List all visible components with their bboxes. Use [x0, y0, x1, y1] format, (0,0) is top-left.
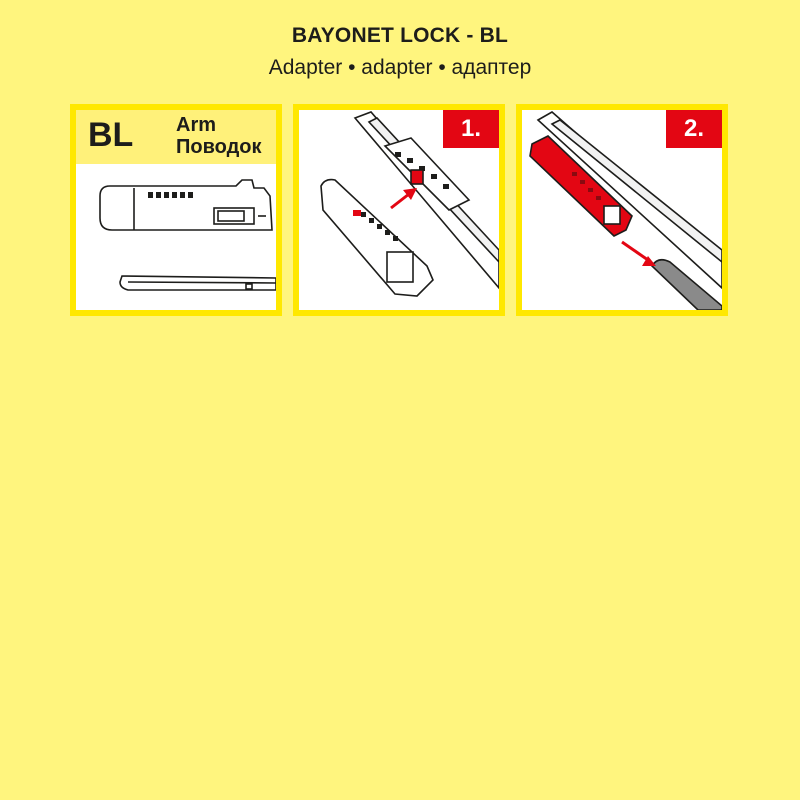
panel-adapter-overview [70, 104, 282, 316]
slide-arrow-icon [622, 242, 656, 266]
step-number-badge: 1. [443, 110, 499, 148]
insert-arrow-icon [391, 188, 417, 208]
page-subtitle: Adapter • adapter • адаптер [268, 56, 532, 79]
arm-label-ru: Поводок [176, 136, 262, 158]
adapter-arm-illustration [76, 110, 276, 310]
step-number-badge: 2. [666, 110, 722, 148]
adapter-code: BL [88, 116, 134, 154]
panel-step-2 [516, 104, 728, 316]
adapter-drawing [321, 180, 433, 296]
page-title: BAYONET LOCK - BL [291, 24, 509, 47]
arm-label-en: Arm [176, 114, 217, 136]
arm-drawing [120, 276, 276, 290]
adapter-drawing [100, 180, 272, 230]
panel-step-1 [293, 104, 505, 316]
